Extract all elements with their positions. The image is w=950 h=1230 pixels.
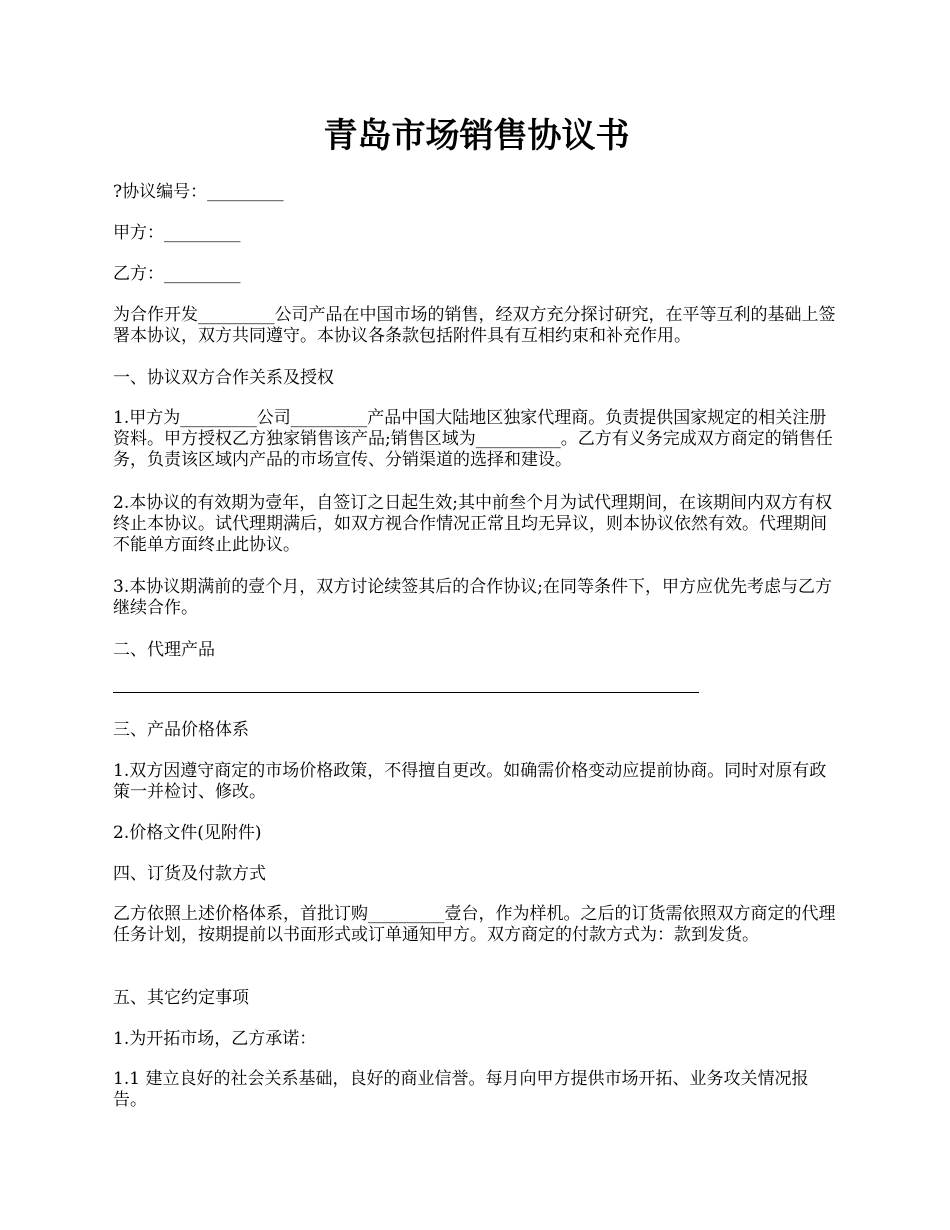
section1-item2: 2.本协议的有效期为壹年，自签订之日起生效;其中前叁个月为试代理期间，在该期间内双方有权终止本协议。试代理期满后，如双方视合作情况正常且均无异议，则本协议依然有效。代理期间不能单方面终止此协议。 <box>113 493 832 555</box>
section3-heading: 三、产品价格体系 <box>113 720 249 740</box>
section4-heading: 四、订货及付款方式 <box>113 864 266 884</box>
section1-item3: 3.本协议期满前的壹个月，双方讨论续签其后的合作协议;在同等条件下，甲方应优先考虑与乙方继续合作。 <box>113 577 832 618</box>
document-title: 青岛市场销售协议书 <box>323 116 630 156</box>
section2-heading: 二、代理产品 <box>113 640 215 660</box>
section1-heading: 一、协议双方合作关系及授权 <box>113 368 334 388</box>
intro-paragraph: 为合作开发_________公司产品在中国市场的销售，经双方充分探讨研究，在平等互利的基础上签署本协议，双方共同遵守。本协议各条款包括附件具有互相约束和补充作用。 <box>113 305 836 346</box>
section5-item1: 1.为开拓市场，乙方承诺： <box>113 1029 317 1049</box>
section4-body: 乙方依照上述价格体系，首批订购_________壹台，作为样机。之后的订货需依照双方商定的代理任务计划，按期提前以书面形式或订单通知甲方。双方商定的付款方式为：款到发货。 <box>113 904 836 945</box>
section1-item1: 1.甲方为_________公司_________产品中国大陆地区独家代理商。负责提供国家规定的相关注册资料。甲方授权乙方独家销售该产品;销售区域为__________。乙方有义务完成双方商定的销售任务，负责该区域内产品的市场宣传、分销渠道的选择和建设。 <box>113 408 833 470</box>
section5-heading: 五、其它约定事项 <box>113 988 249 1008</box>
product-blank-line <box>113 692 699 693</box>
party-b: 乙方：_________ <box>113 264 241 284</box>
section3-item1: 1.双方因遵守商定的市场价格政策，不得擅自更改。如确需价格变动应提前协商。同时对原有政策一并检讨、修改。 <box>113 761 827 802</box>
section5-item1-1: 1.1 建立良好的社会关系基础，良好的商业信誉。每月向甲方提供市场开拓、业务攻关情况报告。 <box>113 1069 809 1110</box>
agreement-number: ?协议编号：_________ <box>113 182 284 202</box>
section3-item2: 2.价格文件(见附件) <box>113 823 262 843</box>
party-a: 甲方：_________ <box>113 223 241 243</box>
